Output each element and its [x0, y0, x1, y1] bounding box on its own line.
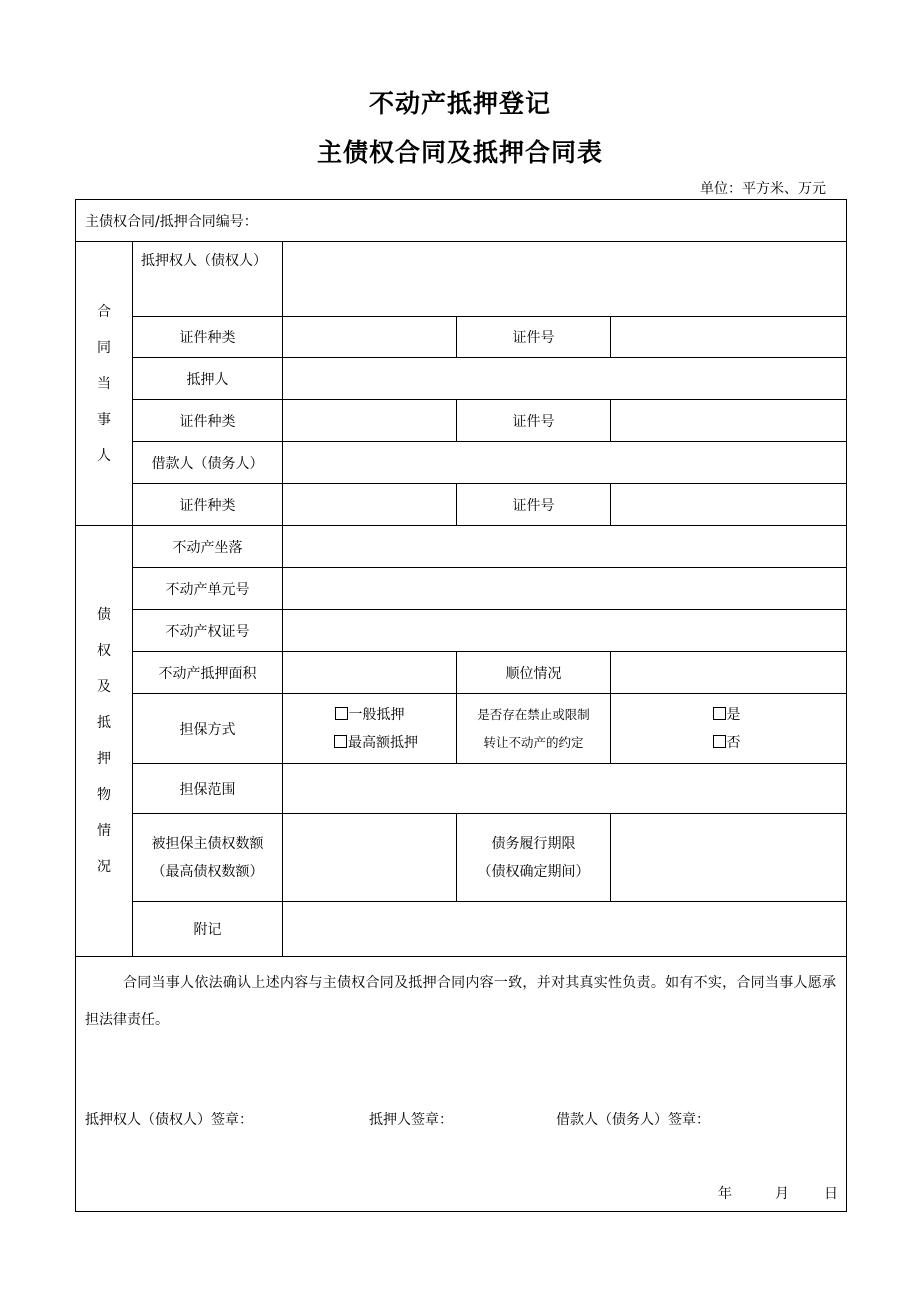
- section-char: 事: [97, 411, 111, 428]
- section-char: 押: [97, 751, 111, 767]
- borrower-label: 借款人（债务人）: [133, 442, 283, 484]
- amount-label: [133, 814, 283, 902]
- mortgagor-id-no-field[interactable]: [611, 400, 847, 442]
- mortgagor-id-type-field[interactable]: [283, 400, 457, 442]
- term-label-line1: 债务履行期限: [491, 835, 576, 852]
- option-yes[interactable]: [611, 701, 846, 729]
- guarantee-method-options: [283, 694, 457, 764]
- location-label: 不动产坐落: [133, 526, 283, 568]
- scope-label: 担保范围: [133, 764, 283, 814]
- section-char: 情: [97, 823, 111, 839]
- amount-label-line1: 被担保主债权数额: [151, 835, 264, 852]
- cert-no-label: 不动产权证号: [133, 610, 283, 652]
- cert-no-field[interactable]: [283, 610, 847, 652]
- form-subtitle: 主债权合同及抵押合同表: [316, 138, 603, 167]
- borrower-id-type-label: 证件种类: [133, 484, 283, 526]
- mortgagor-id-no-label: 证件号: [457, 400, 611, 442]
- unit-no-field[interactable]: [283, 568, 847, 610]
- restriction-label-line2: 转让不动产的约定: [483, 734, 584, 750]
- mortgagee-id-type-field[interactable]: [283, 317, 457, 358]
- amount-field[interactable]: [283, 814, 457, 902]
- priority-field[interactable]: [611, 652, 847, 694]
- restriction-options: [611, 694, 847, 764]
- option-max-mortgage[interactable]: [283, 729, 456, 757]
- borrower-field[interactable]: [283, 442, 847, 484]
- section-char: 人: [97, 447, 111, 464]
- checkbox-icon[interactable]: [713, 735, 726, 748]
- mortgagee-field[interactable]: [283, 242, 847, 317]
- section-char: 及: [97, 679, 111, 695]
- option-no-label: 否: [726, 734, 741, 751]
- guarantee-method-label: 担保方式: [133, 694, 283, 764]
- declaration-section: [76, 957, 847, 1212]
- form-title: 不动产抵押登记: [368, 89, 551, 118]
- section-char: 同: [97, 339, 111, 356]
- parties-section-label: [76, 242, 133, 526]
- option-general-label: 一般抵押: [348, 706, 405, 723]
- restriction-label: [457, 694, 611, 764]
- checkbox-icon[interactable]: [335, 707, 348, 720]
- scope-field[interactable]: [283, 764, 847, 814]
- priority-label: 顺位情况: [457, 652, 611, 694]
- mortgagor-label: 抵押人: [133, 358, 283, 400]
- mortgagee-label: 抵押权人（债权人）: [133, 242, 283, 317]
- contract-number-label: 主债权合同/抵押合同编号：: [85, 213, 258, 230]
- term-label-line2: （债权确定期间）: [477, 863, 590, 880]
- sig-mortgagor-label: 抵押人签章：: [369, 1112, 453, 1128]
- section-char: 况: [97, 859, 111, 875]
- checkbox-icon[interactable]: [713, 707, 726, 720]
- option-yes-label: 是: [726, 706, 741, 723]
- remarks-field[interactable]: [283, 902, 847, 957]
- sig-mortgagee-label: 抵押权人（债权人）签章：: [85, 1112, 253, 1128]
- area-label: 不动产抵押面积: [133, 652, 283, 694]
- option-general-mortgage[interactable]: [283, 701, 456, 729]
- date-day-label: 日: [824, 1186, 838, 1202]
- borrower-id-no-field[interactable]: [611, 484, 847, 526]
- mortgagee-id-no-label: 证件号: [457, 317, 611, 358]
- section-char: 合: [97, 303, 111, 320]
- mortgage-contract-table: [75, 199, 847, 1212]
- section-char: 权: [97, 643, 111, 659]
- location-field[interactable]: [283, 526, 847, 568]
- section-char: 物: [97, 787, 111, 803]
- declaration-text: 合同当事人依法确认上述内容与主债权合同及抵押合同内容一致，并对其真实性负责。如有不实，合同当事人愿承担法律责任。: [85, 975, 836, 1028]
- mortgagee-id-type-label: 证件种类: [133, 317, 283, 358]
- property-section-label: [76, 526, 133, 957]
- contract-number-field[interactable]: [76, 200, 847, 242]
- date-year-label: 年: [718, 1186, 732, 1202]
- section-char: 抵: [97, 715, 111, 731]
- option-max-label: 最高额抵押: [348, 734, 418, 751]
- option-no[interactable]: [611, 729, 846, 757]
- remarks-label: 附记: [133, 902, 283, 957]
- term-label: [457, 814, 611, 902]
- checkbox-icon[interactable]: [334, 735, 347, 748]
- date-month-label: 月: [775, 1186, 789, 1202]
- mortgagor-id-type-label: 证件种类: [133, 400, 283, 442]
- section-char: 债: [97, 607, 111, 623]
- sig-borrower-label: 借款人（债务人）签章：: [556, 1112, 710, 1128]
- section-char: 当: [97, 375, 111, 392]
- amount-label-line2: （最高债权数额）: [151, 863, 264, 880]
- term-field[interactable]: [611, 814, 847, 902]
- borrower-id-no-label: 证件号: [457, 484, 611, 526]
- mortgagor-field[interactable]: [283, 358, 847, 400]
- unit-note: 单位：平方米、万元: [700, 181, 826, 197]
- area-field[interactable]: [283, 652, 457, 694]
- borrower-id-type-field[interactable]: [283, 484, 457, 526]
- restriction-label-line1: 是否存在禁止或限制: [477, 706, 590, 722]
- unit-no-label: 不动产单元号: [133, 568, 283, 610]
- mortgagee-id-no-field[interactable]: [611, 317, 847, 358]
